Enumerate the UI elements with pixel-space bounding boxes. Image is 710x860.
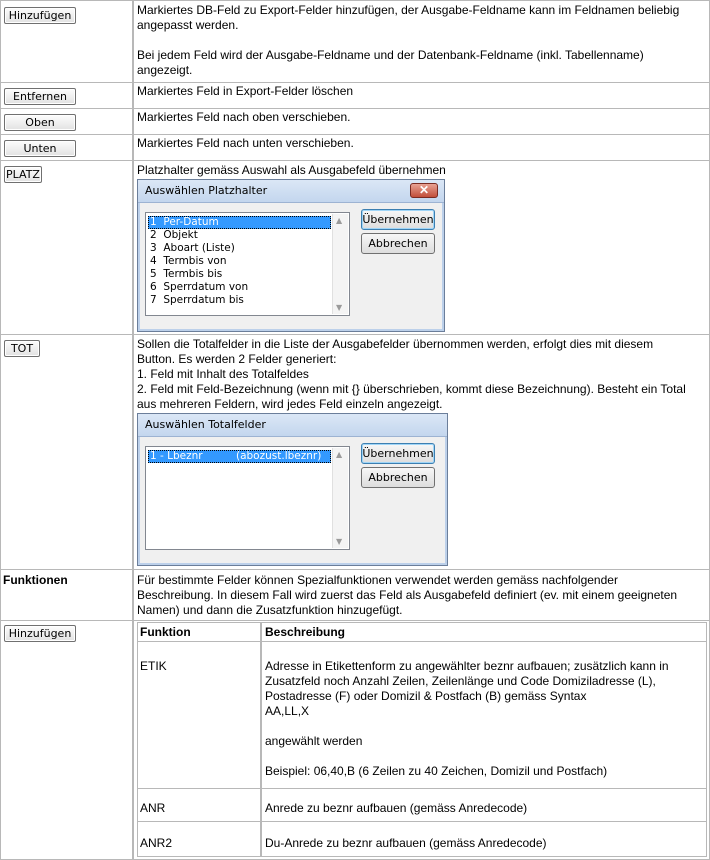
- funktionen-desc-line: Namen) und dann die Zusatzfunktion hinzugefügt.: [137, 603, 403, 617]
- tot-uebernehmen-button[interactable]: Übernehmen: [361, 443, 435, 464]
- platzhalter-dialog: [137, 179, 445, 332]
- list-scrollbar[interactable]: [332, 448, 348, 548]
- list-item[interactable]: 3 Aboart (Liste): [150, 242, 235, 254]
- funktionen-desc-line: Beschreibung. In diesem Fall wird zuerst das Feld als Ausgabefeld definiert (ev. mit einem geeigneten: [137, 588, 678, 602]
- unten-button[interactable]: Unten: [4, 140, 76, 157]
- platzhalter-dialog-title: Auswählen Platzhalter: [145, 184, 268, 197]
- row-tot-left: [0, 334, 133, 570]
- funktion-header-col1: Funktion: [140, 625, 191, 639]
- anr2-name: ANR2: [140, 836, 173, 850]
- row-funktionen-table-left: [0, 620, 133, 860]
- tot-abbrechen-button[interactable]: Abbrechen: [361, 467, 435, 488]
- list-item[interactable]: 7 Sperrdatum bis: [150, 294, 244, 306]
- tot-desc-line: 1. Feld mit Inhalt des Totalfeldes: [137, 367, 309, 381]
- funktion-header-col2: Beschreibung: [265, 625, 346, 639]
- row-platz-left: [0, 160, 133, 335]
- etik-desc-line: Zusatzfeld noch Anzahl Zeilen, Zeilenlänge und Code Domiziladresse (L),: [265, 674, 656, 688]
- etik-desc-line: angewählt werden: [265, 734, 363, 748]
- platz-abbrechen-button[interactable]: Abbrechen: [361, 233, 435, 254]
- tot-desc-line: 2. Feld mit Feld-Bezeichnung (wenn mit {} überschrieben, kommt diese Bezeichnung). Besteht ein Total: [137, 382, 686, 396]
- scroll-down-icon[interactable]: ▼: [336, 537, 343, 546]
- etik-desc-line: Postadresse (F) oder Domizil & Postfach (B) gemäss Syntax: [265, 689, 587, 703]
- unten-desc: Markiertes Feld nach unten verschieben.: [137, 136, 354, 150]
- platzhalter-list[interactable]: [145, 212, 350, 316]
- tot-desc-line: Button. Es werden 2 Felder generiert:: [137, 352, 337, 366]
- scroll-up-icon[interactable]: ▲: [336, 216, 343, 225]
- etik-desc: [265, 659, 705, 779]
- hinzufuegen-desc-line2: angepasst werden.: [137, 18, 239, 32]
- oben-button[interactable]: Oben: [4, 114, 76, 131]
- platzhalter-dialog-titlebar: [138, 180, 444, 203]
- list-scrollbar[interactable]: [332, 214, 348, 314]
- list-item[interactable]: 4 Termbis von: [150, 255, 227, 267]
- etik-name: ETIK: [140, 659, 167, 673]
- oben-desc: Markiertes Feld nach oben verschieben.: [137, 110, 351, 124]
- platz-desc: Platzhalter gemäss Auswahl als Ausgabefeld übernehmen: [137, 163, 446, 177]
- anr-name: ANR: [140, 801, 166, 815]
- etik-desc-line: Adresse in Etikettenform zu angewählter beznr aufbauen; zusätzlich kann in: [265, 659, 669, 673]
- funktionen-desc-line: Für bestimmte Felder können Spezialfunktionen verwendet werden gemäss nachfolgender: [137, 573, 618, 587]
- hinzufuegen-button[interactable]: Hinzufügen: [4, 7, 76, 24]
- list-item[interactable]: 1 Per-Datum: [148, 216, 331, 229]
- tot-button[interactable]: TOT: [4, 340, 40, 357]
- anr-desc: Anrede zu beznr aufbauen (gemäss Anredecode): [265, 801, 528, 815]
- totalfelder-dialog: [137, 413, 448, 566]
- hinzufuegen-desc-line3: Bei jedem Feld wird der Ausgabe-Feldname und der Datenbank-Feldname (inkl. Tabellenname): [137, 48, 644, 62]
- totalfelder-dialog-titlebar: [138, 414, 447, 437]
- close-icon[interactable]: ✕: [410, 183, 438, 198]
- platz-button[interactable]: PLATZ: [4, 166, 42, 183]
- scroll-down-icon[interactable]: ▼: [336, 303, 343, 312]
- list-item[interactable]: 1 - Lbeznr (abozust.lbeznr): [148, 450, 331, 463]
- totalfelder-list[interactable]: [145, 446, 350, 550]
- funktion-hinzufuegen-button[interactable]: Hinzufügen: [4, 625, 76, 642]
- entfernen-desc: Markiertes Feld in Export-Felder löschen: [137, 84, 354, 98]
- anr2-desc: Du-Anrede zu beznr aufbauen (gemäss Anredecode): [265, 836, 547, 850]
- totalfelder-dialog-title: Auswählen Totalfelder: [145, 418, 266, 431]
- platz-uebernehmen-button[interactable]: Übernehmen: [361, 209, 435, 230]
- funktionen-desc: [137, 573, 707, 618]
- hinzufuegen-desc-line4: angezeigt.: [137, 63, 193, 77]
- entfernen-button[interactable]: Entfernen: [4, 88, 76, 105]
- hinzufuegen-desc-line1: Markiertes DB-Feld zu Export-Felder hinzufügen, der Ausgabe-Feldname kann im Feldnamen beliebig: [137, 3, 680, 17]
- etik-desc-example: Beispiel: 06,40,B (6 Zeilen zu 40 Zeichen, Domizil und Postfach): [265, 764, 608, 778]
- tot-desc: [137, 337, 707, 412]
- list-item[interactable]: 2 Objekt: [150, 229, 198, 241]
- list-item[interactable]: 6 Sperrdatum von: [150, 281, 249, 293]
- tot-desc-line: aus mehreren Feldern, wird jedes Feld einzeln angezeigt.: [137, 397, 443, 411]
- funktionen-label: Funktionen: [3, 573, 68, 587]
- hinzufuegen-desc: [137, 3, 707, 78]
- scroll-up-icon[interactable]: ▲: [336, 450, 343, 459]
- list-item[interactable]: 5 Termbis bis: [150, 268, 223, 280]
- etik-desc-line: AA,LL,X: [265, 704, 310, 718]
- tot-desc-line: Sollen die Totalfelder in die Liste der Ausgabefelder übernommen werden, erfolgt dies mit diesem: [137, 337, 654, 351]
